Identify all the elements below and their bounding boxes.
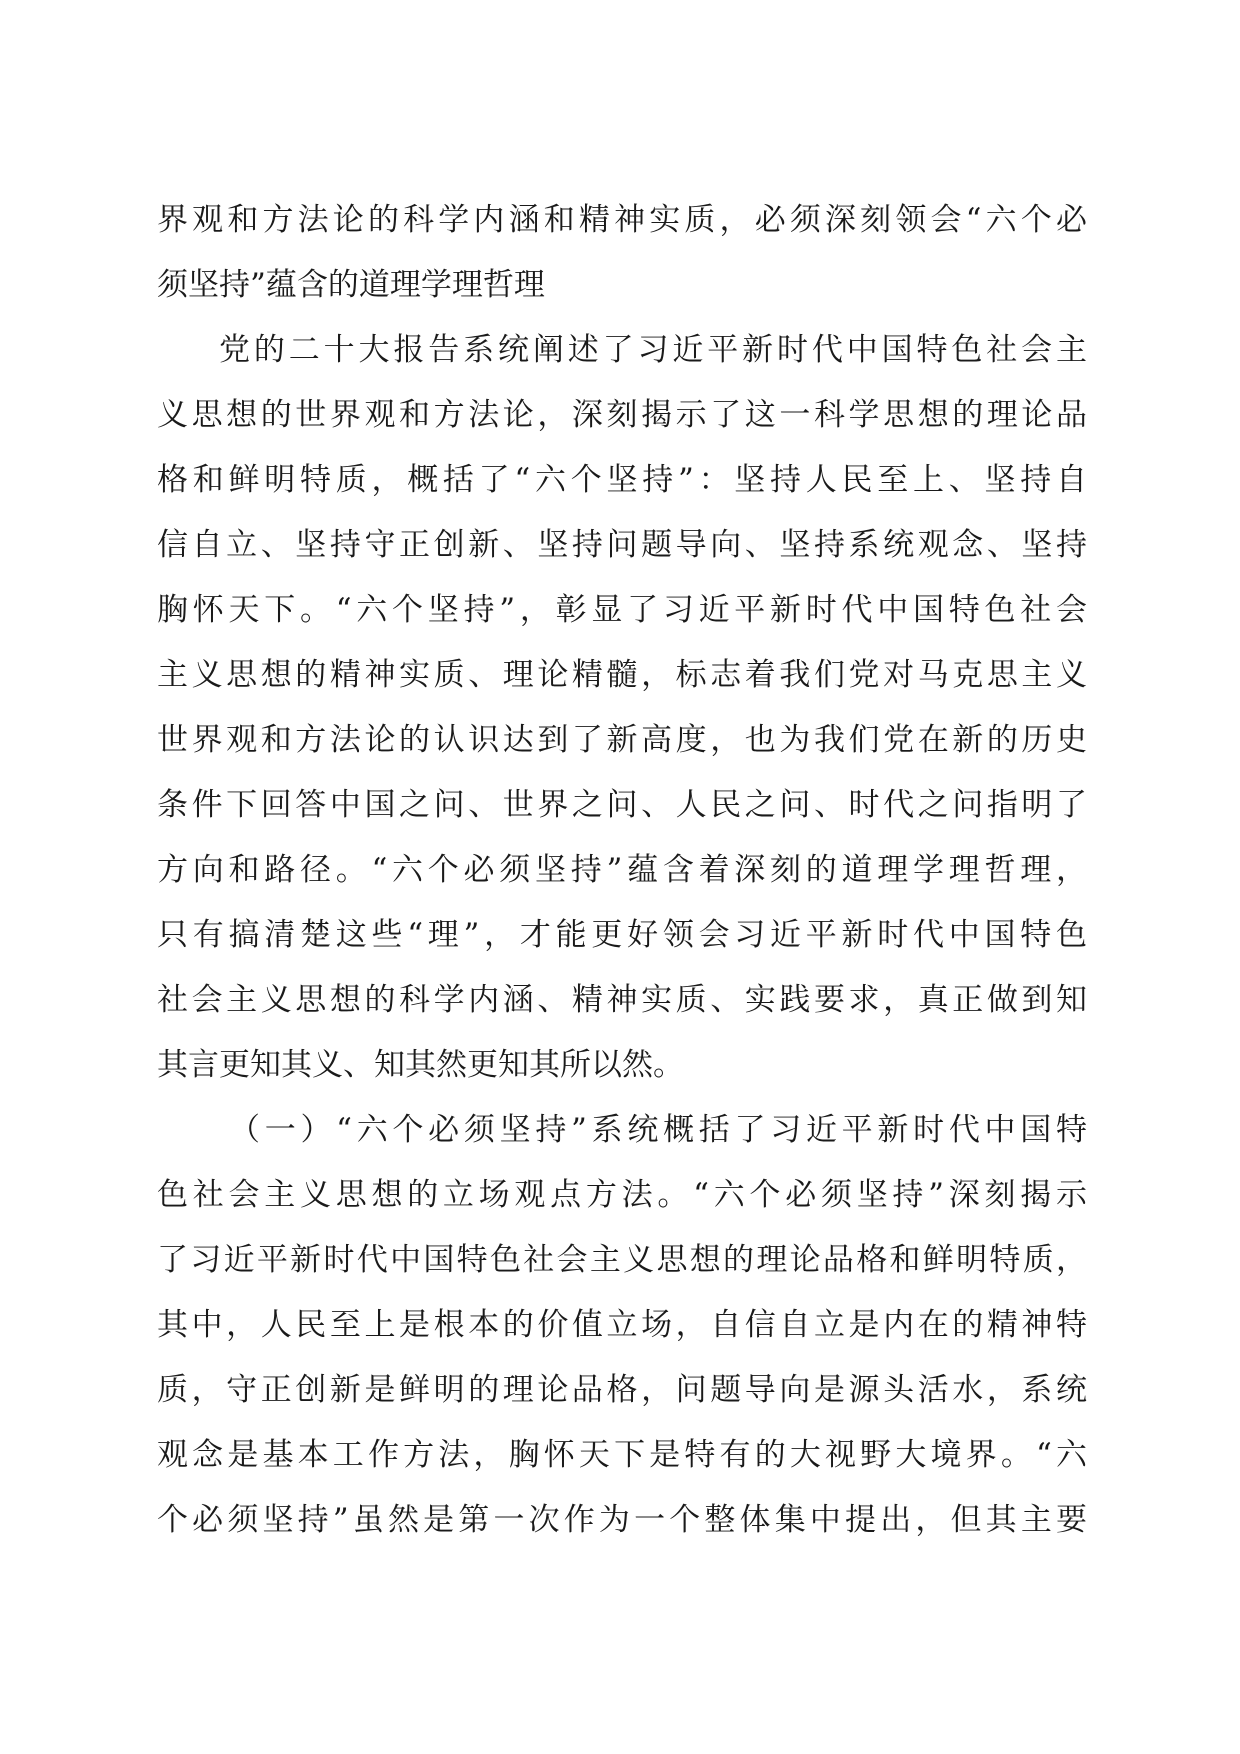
text-line: （一）“六个必须坚持”系统概括了习近平新时代中国特 bbox=[229, 1112, 1087, 1148]
text-line: 只有搞清楚这些“理”，才能更好领会习近平新时代中国特色 bbox=[157, 917, 1087, 953]
section-1-paragraph bbox=[157, 1098, 1087, 1553]
text-line: 质，守正创新是鲜明的理论品格，问题导向是源头活水，系统 bbox=[157, 1372, 1087, 1408]
text-line: 条件下回答中国之问、世界之问、人民之问、时代之问指明了 bbox=[157, 787, 1087, 823]
text-line: 方向和路径。“六个必须坚持”蕴含着深刻的道理学理哲理， bbox=[157, 852, 1087, 888]
text-line: 须坚持”蕴含的道理学理哲理 bbox=[157, 267, 545, 303]
intro-paragraph bbox=[157, 318, 1087, 1098]
text-line: 世界观和方法论的认识达到了新高度，也为我们党在新的历史 bbox=[157, 722, 1087, 758]
text-line: 格和鲜明特质，概括了“六个坚持”：坚持人民至上、坚持自 bbox=[157, 462, 1087, 498]
text-line: 主义思想的精神实质、理论精髓，标志着我们党对马克思主义 bbox=[157, 657, 1087, 693]
text-line: 其中，人民至上是根本的价值立场，自信自立是内在的精神特 bbox=[157, 1307, 1087, 1343]
text-line: 色社会主义思想的立场观点方法。“六个必须坚持”深刻揭示 bbox=[157, 1177, 1087, 1213]
text-line: 个必须坚持”虽然是第一次作为一个整体集中提出，但其主要 bbox=[157, 1502, 1087, 1538]
heading-continuation-paragraph bbox=[157, 188, 1087, 318]
text-line: 观念是基本工作方法，胸怀天下是特有的大视野大境界。“六 bbox=[157, 1437, 1087, 1473]
text-line: 义思想的世界观和方法论，深刻揭示了这一科学思想的理论品 bbox=[157, 397, 1087, 433]
text-line: 社会主义思想的科学内涵、精神实质、实践要求，真正做到知 bbox=[157, 982, 1087, 1018]
text-line: 了习近平新时代中国特色社会主义思想的理论品格和鲜明特质， bbox=[157, 1242, 1087, 1278]
text-line: 信自立、坚持守正创新、坚持问题导向、坚持系统观念、坚持 bbox=[157, 527, 1087, 563]
body-text bbox=[157, 188, 1087, 1553]
text-line: 党的二十大报告系统阐述了习近平新时代中国特色社会主 bbox=[219, 332, 1087, 368]
text-line: 其言更知其义、知其然更知其所以然。 bbox=[157, 1047, 684, 1083]
text-line: 界观和方法论的科学内涵和精神实质，必须深刻领会“六个必 bbox=[157, 202, 1087, 238]
text-line: 胸怀天下。“六个坚持”，彰显了习近平新时代中国特色社会 bbox=[157, 592, 1087, 628]
